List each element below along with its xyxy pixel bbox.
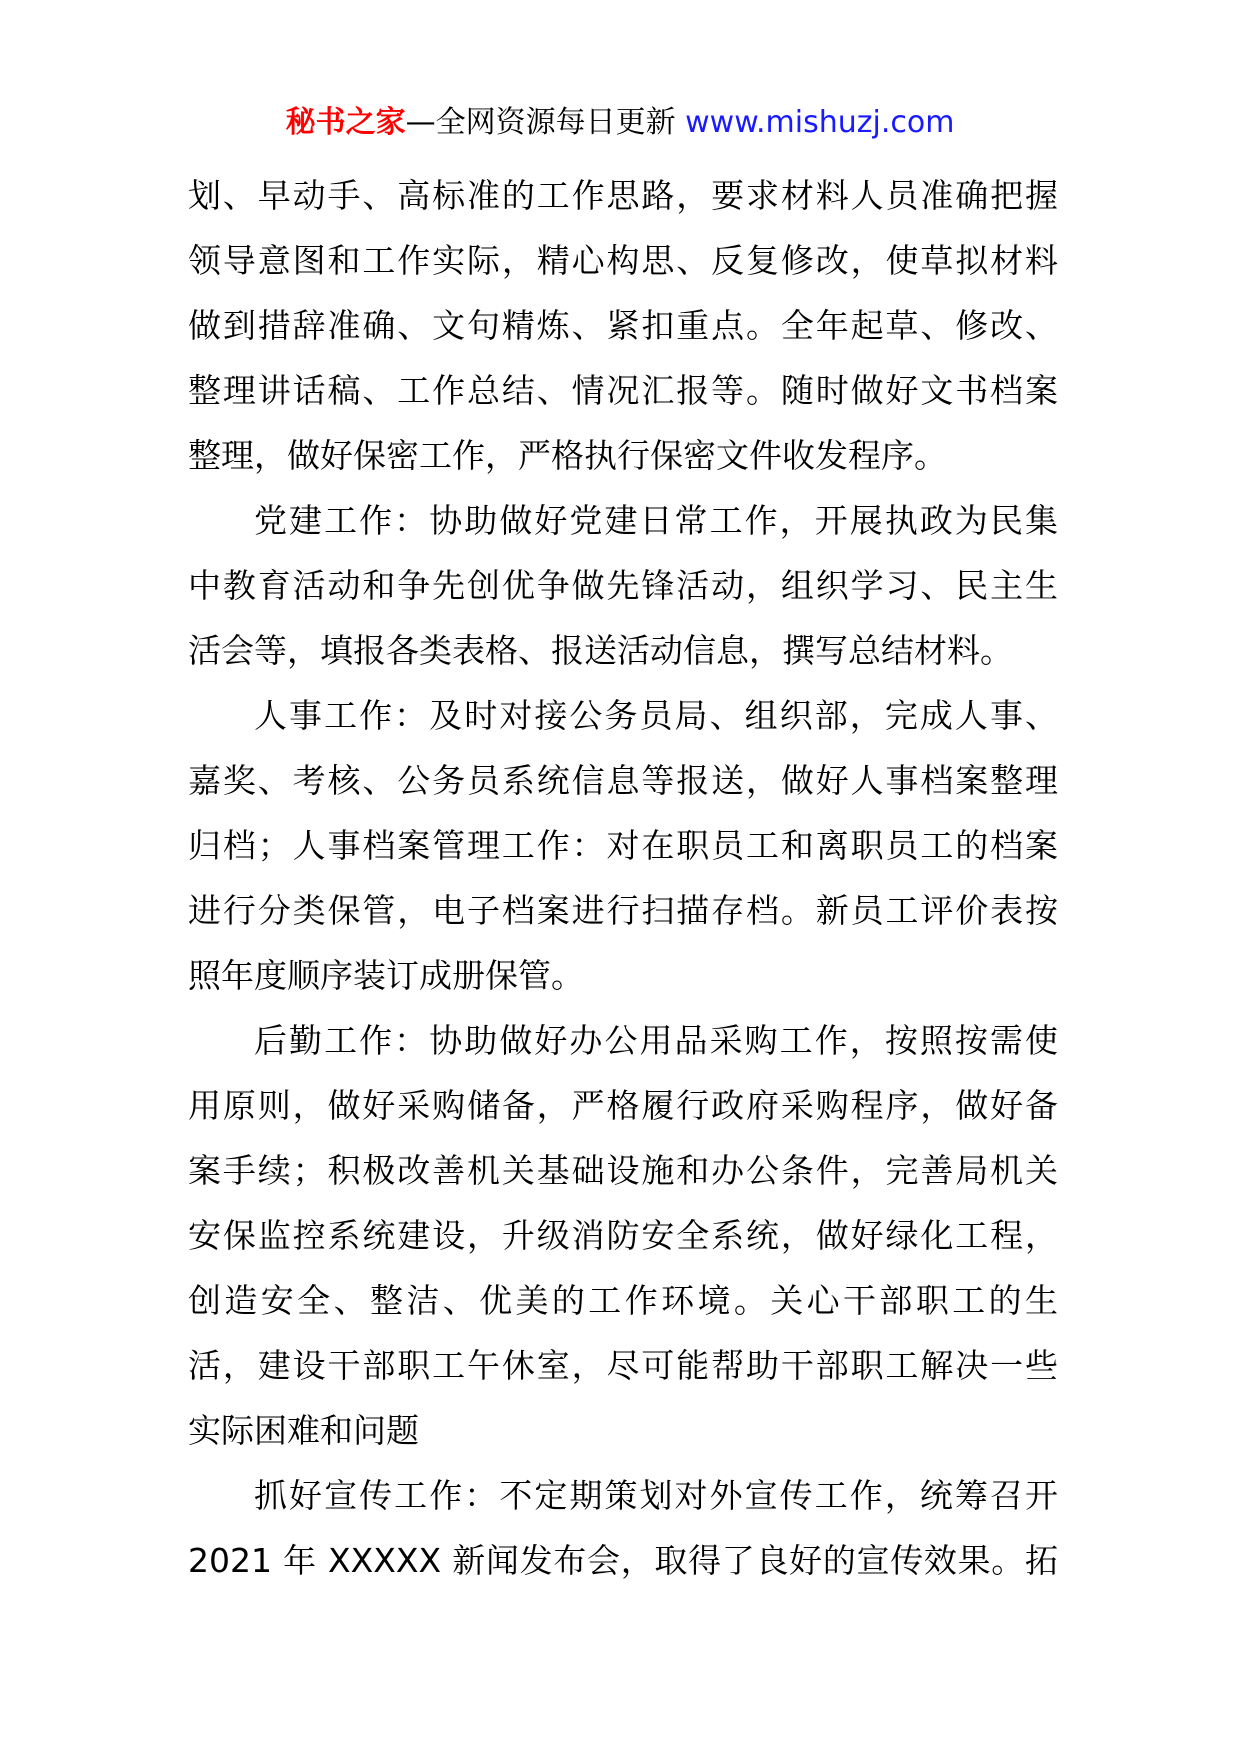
brand-name: 秘书之家	[285, 105, 406, 140]
text-line: 嘉奖、考核、公务员系统信息等报送，做好人事档案整理	[188, 761, 1058, 800]
paragraph-party-building-heading-line: 党建工作：协助做好党建日常工作，开展执政为民集	[254, 501, 1058, 540]
text-line: 进行分类保管，电子档案进行扫描存档。新员工评价表按	[188, 891, 1058, 930]
text-line: 创造安全、整洁、优美的工作环境。关心干部职工的生	[188, 1281, 1058, 1320]
text-line: 活，建设干部职工午休室，尽可能帮助干部职工解决一些	[188, 1346, 1058, 1385]
text-line: 2021 年 XXXXX 新闻发布会，取得了良好的宣传效果。拓	[188, 1541, 1058, 1580]
site-url-link[interactable]: www.mishuzj.com	[685, 105, 955, 140]
paragraph-logistics-heading-line: 后勤工作：协助做好办公用品采购工作，按照按需使	[254, 1021, 1058, 1060]
page-header	[0, 103, 1240, 143]
text-line: 安保监控系统建设，升级消防安全系统，做好绿化工程，	[188, 1216, 1058, 1255]
text-line: 照年度顺序装订成册保管。	[188, 956, 584, 995]
text-line: 中教育活动和争先创优争做先锋活动，组织学习、民主生	[188, 566, 1058, 605]
text-line: 做到措辞准确、文句精炼、紧扣重点。全年起草、修改、	[188, 306, 1058, 345]
text-line: 实际困难和问题	[188, 1411, 419, 1450]
document-body	[188, 163, 1058, 1593]
text-line: 案手续；积极改善机关基础设施和办公条件，完善局机关	[188, 1151, 1058, 1190]
text-line: 归档；人事档案管理工作：对在职员工和离职员工的档案	[188, 826, 1058, 865]
text-line: 整理讲话稿、工作总结、情况汇报等。随时做好文书档案	[188, 371, 1058, 410]
text-line: 领导意图和工作实际，精心构思、反复修改，使草拟材料	[188, 241, 1058, 280]
text-line: 整理，做好保密工作，严格执行保密文件收发程序。	[188, 436, 947, 475]
text-line: 用原则，做好采购储备，严格履行政府采购程序，做好备	[188, 1086, 1058, 1125]
text-line: 划、早动手、高标准的工作思路，要求材料人员准确把握	[188, 176, 1058, 215]
paragraph-publicity-heading-line: 抓好宣传工作：不定期策划对外宣传工作，统筹召开	[254, 1476, 1058, 1515]
text-line: 活会等，填报各类表格、报送活动信息，撰写总结材料。	[188, 631, 1013, 670]
header-tagline: —全网资源每日更新	[405, 105, 676, 140]
paragraph-personnel-heading-line: 人事工作：及时对接公务员局、组织部，完成人事、	[254, 696, 1058, 735]
